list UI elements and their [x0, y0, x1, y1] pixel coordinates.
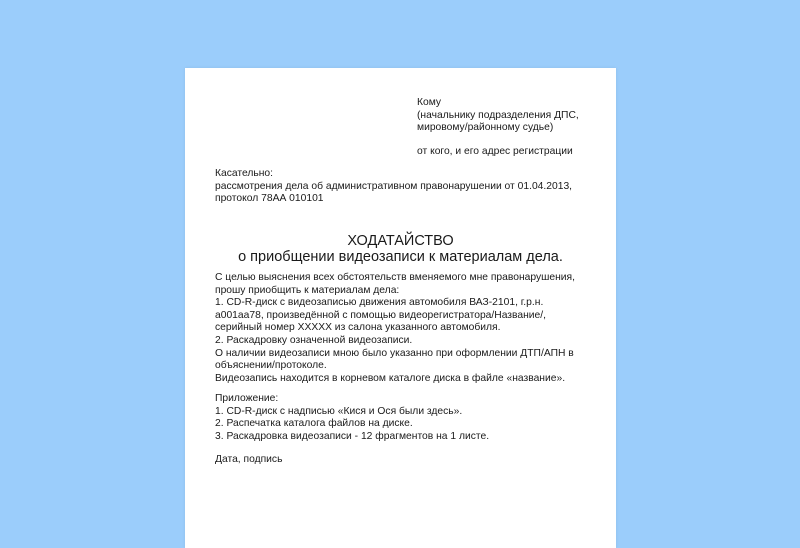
body-line: серийный номер ХХХХХ из салона указанного автомобиля.: [215, 322, 501, 334]
document-title: [185, 233, 616, 265]
regarding-label: Касательно:: [215, 168, 274, 179]
title-main: ХОДАТАЙСТВО: [347, 233, 454, 249]
regarding-line: рассмотрения дела об административном правонарушении от 01.04.2013,: [215, 180, 573, 192]
sender-line: от кого, и его адрес регистрации: [417, 146, 573, 157]
attachment-item: 3. Раскадровка видеозаписи - 12 фрагментов на 1 листе.: [215, 430, 490, 442]
body-text: [215, 272, 575, 385]
body-line: 2. Раскадровку означенной видеозаписи.: [215, 334, 413, 346]
signature-line: Дата, подпись: [215, 454, 283, 465]
body-line: прошу приобщить к материалам дела:: [215, 284, 400, 296]
body-line: С целью выяснения всех обстоятельств вменяемого мне правонарушения,: [215, 272, 575, 283]
addressee-line: Кому: [417, 97, 442, 108]
title-sub: о приобщении видеозаписи к материалам дела.: [238, 249, 563, 265]
addressee-line: (начальнику подразделения ДПС,: [417, 109, 579, 121]
regarding-line: протокол 78АА 010101: [215, 193, 324, 205]
attachments-block: [215, 393, 489, 443]
attachments-label: Приложение:: [215, 393, 279, 404]
regarding-block: [215, 168, 572, 206]
body-line: 1. CD-R-диск с видеозаписью движения автомобиля ВАЗ-2101, г.р.н.: [215, 297, 544, 309]
body-line: а001аа78, произведённой с помощью видеорегистратора/Название/,: [215, 309, 546, 321]
body-line: О наличии видеозаписи мною было указанно при оформлении ДТП/АПН в: [215, 347, 574, 359]
addressee-block: [417, 97, 579, 135]
addressee-line: мировому/районному судье): [417, 122, 554, 134]
body-line: Видеозапись находится в корневом каталоге диска в файле «название».: [215, 372, 566, 384]
attachment-item: 1. CD-R-диск с надписью «Кися и Ося были здесь».: [215, 405, 463, 417]
attachment-item: 2. Распечатка каталога файлов на диске.: [215, 418, 413, 430]
document-page: [185, 68, 616, 548]
body-line: объяснении/протоколе.: [215, 360, 327, 372]
